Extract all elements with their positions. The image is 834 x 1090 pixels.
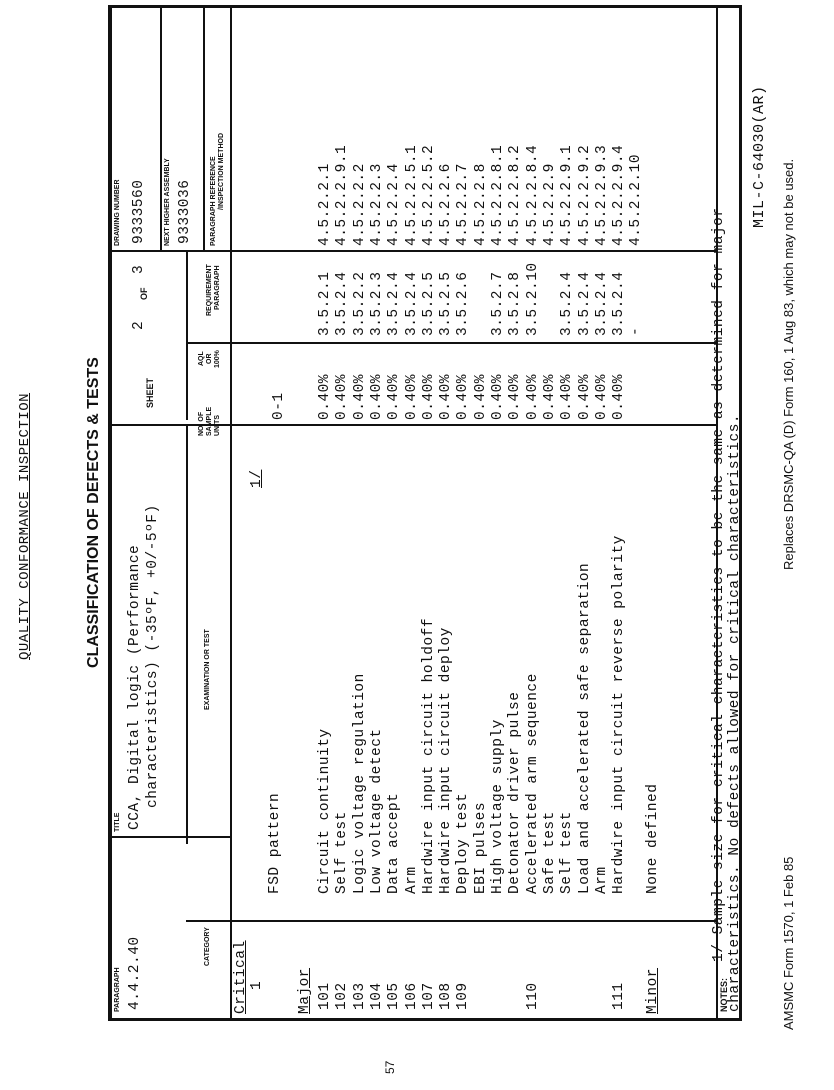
row-exam: Logic voltage regulation xyxy=(352,673,368,894)
row-requirement: 3.5.2.4 xyxy=(404,271,420,336)
notes-line1: 1/ Sample size for critical characteristics to be the same as determined for major xyxy=(711,207,727,962)
row-exam: Detonator driver pulse xyxy=(507,691,523,894)
critical-number: 1 xyxy=(249,980,265,990)
rule xyxy=(160,8,162,250)
notes-label: NOTES: xyxy=(719,977,729,1012)
title-label: TITLE xyxy=(114,812,121,832)
row-reference: 4.5.2.2.5.1 xyxy=(404,144,420,246)
row-reference: 4.5.2.2.10 xyxy=(628,153,644,246)
footer-form: AMSMC Form 1570, 1 Feb 85 xyxy=(781,856,796,1030)
row-aql: 0.40% xyxy=(473,373,489,420)
next-higher-label: NEXT HIGHER ASSEMBLY xyxy=(164,158,171,246)
rule xyxy=(230,8,232,1018)
minor-exam: None defined xyxy=(645,783,661,894)
row-category: 104 xyxy=(369,982,385,1010)
col-exam: EXAMINATION OR TEST xyxy=(204,629,211,710)
row-exam: Data accept xyxy=(386,792,402,894)
col-aql-1: AQL xyxy=(198,351,205,366)
rule xyxy=(186,424,716,426)
row-requirement: 3.5.2.4 xyxy=(611,271,627,336)
sheet-total: 3 xyxy=(131,264,147,274)
row-aql: 0.40% xyxy=(386,373,402,420)
rule xyxy=(186,920,716,922)
row-category: 109 xyxy=(455,982,471,1010)
row-category: 108 xyxy=(438,982,454,1010)
row-requirement: 3.5.2.10 xyxy=(525,262,541,336)
footer-replaces: Replaces DRSMC-QA (D) Form 160, 1 Aug 83, which may not be used. xyxy=(781,158,796,570)
next-higher-value: 9333036 xyxy=(177,179,193,244)
row-reference: 4.5.2.2.8.2 xyxy=(507,144,523,246)
row-requirement: 3.5.2.4 xyxy=(559,271,575,336)
rule xyxy=(110,836,230,838)
row-exam: Hardwire input circuit reverse polarity xyxy=(611,535,627,894)
row-reference: 4.5.2.2.9 xyxy=(542,163,558,246)
col-aql-3: 100% xyxy=(214,350,221,368)
row-exam: Deploy test xyxy=(455,792,471,894)
row-exam: Load and accelerated safe separation xyxy=(577,562,593,894)
row-reference: 4.5.2.2.3 xyxy=(369,163,385,246)
critical-aql: 0-1 xyxy=(271,392,287,420)
row-aql: 0.40% xyxy=(611,373,627,420)
minor-label: Minor xyxy=(645,967,661,1014)
row-exam: Low voltage detect xyxy=(369,728,385,894)
row-reference: 4.5.2.2.9.1 xyxy=(559,144,575,246)
row-category: 102 xyxy=(334,982,350,1010)
row-reference: 4.5.2.2.8.4 xyxy=(525,144,541,246)
drawing-number: 9333560 xyxy=(131,179,147,244)
col-aql-2: OR xyxy=(206,353,213,364)
row-aql: 0.40% xyxy=(490,373,506,420)
row-aql: 0.40% xyxy=(455,373,471,420)
row-reference: 4.5.2.2.2 xyxy=(352,163,368,246)
row-reference: 4.5.2.2.6 xyxy=(438,163,454,246)
row-category: 111 xyxy=(611,982,627,1010)
row-exam: Circuit continuity xyxy=(317,728,333,894)
row-aql: 0.40% xyxy=(559,373,575,420)
row-reference: 4.5.2.2.4 xyxy=(386,163,402,246)
row-exam: Arm xyxy=(594,866,610,894)
form-title: CLASSIFICATION OF DEFECTS & TESTS xyxy=(85,357,102,668)
row-category: 110 xyxy=(525,982,541,1010)
rule xyxy=(186,250,716,252)
row-reference: 4.5.2.2.8 xyxy=(473,163,489,246)
page-number: 57 xyxy=(383,1060,397,1074)
drawing-number-label: DRAWING NUMBER xyxy=(114,179,121,246)
critical-label: Critical xyxy=(233,940,249,1014)
row-exam: High voltage supply xyxy=(490,719,506,894)
row-exam: Hardwire input circuit deploy xyxy=(438,627,454,894)
col-sample-1: NO. OF xyxy=(198,411,205,436)
row-requirement: 3.5.2.1 xyxy=(317,271,333,336)
row-requirement: 3.5.2.6 xyxy=(455,271,471,336)
major-label: Major xyxy=(297,967,313,1014)
row-exam: EBI pulses xyxy=(473,801,489,894)
row-exam: Self test xyxy=(334,811,350,894)
row-requirement: 3.5.2.4 xyxy=(594,271,610,336)
sheet-of: OF xyxy=(139,287,149,300)
row-requirement: 3.5.2.5 xyxy=(421,271,437,336)
row-exam: Self test xyxy=(559,811,575,894)
critical-sample: 1/ xyxy=(249,469,265,488)
row-requirement: 3.5.2.3 xyxy=(369,271,385,336)
row-aql: 0.40% xyxy=(404,373,420,420)
col-sample-2: SAMPLE xyxy=(206,406,213,436)
row-requirement: 3.5.2.7 xyxy=(490,271,506,336)
col-req-1: REQUIREMENT xyxy=(206,264,213,316)
row-aql: 0.40% xyxy=(594,373,610,420)
row-reference: 4.5.2.2.9.2 xyxy=(577,144,593,246)
notes-line2: characteristics. No defects allowed for critical characteristics. xyxy=(727,413,743,1012)
col-category: CATEGORY xyxy=(204,927,211,966)
row-aql: 0.40% xyxy=(352,373,368,420)
row-reference: 4.5.2.2.9.1 xyxy=(334,144,350,246)
row-exam: Hardwire input circuit holdoff xyxy=(421,617,437,894)
rule xyxy=(186,342,716,344)
row-requirement: 3.5.2.4 xyxy=(334,271,350,336)
col-sample-3: UNITS xyxy=(214,415,221,436)
row-reference: 4.5.2.2.9.3 xyxy=(594,144,610,246)
row-aql: 0.40% xyxy=(577,373,593,420)
row-requirement: - xyxy=(628,326,644,336)
row-reference: 4.5.2.2.7 xyxy=(455,163,471,246)
row-aql: 0.40% xyxy=(525,373,541,420)
title-line1: CCA, Digital logic (Performance xyxy=(127,544,143,830)
row-aql: 0.40% xyxy=(317,373,333,420)
row-requirement: 3.5.2.8 xyxy=(507,271,523,336)
rule xyxy=(186,250,188,420)
row-category: 103 xyxy=(352,982,368,1010)
row-aql: 0.40% xyxy=(507,373,523,420)
col-ref-1: PARAGRAPH REFERENCE xyxy=(210,156,217,246)
sheet-number: 2 xyxy=(131,320,147,330)
row-aql: 0.40% xyxy=(438,373,454,420)
row-requirement: 3.5.2.4 xyxy=(386,271,402,336)
row-exam: Accelerated arm sequence xyxy=(525,673,541,894)
sheet-label: SHEET xyxy=(145,377,155,408)
row-aql: 0.40% xyxy=(542,373,558,420)
row-aql: 0.40% xyxy=(421,373,437,420)
row-category: 106 xyxy=(404,982,420,1010)
col-req-2: PARAGRAPH xyxy=(214,265,221,310)
rule xyxy=(203,8,205,250)
row-aql: 0.40% xyxy=(369,373,385,420)
row-requirement: 3.5.2.5 xyxy=(438,271,454,336)
page-header: QUALITY CONFORMANCE INSPECTION xyxy=(17,392,33,660)
row-reference: 4.5.2.2.1 xyxy=(317,163,333,246)
row-requirement: 3.5.2.4 xyxy=(577,271,593,336)
row-exam: Arm xyxy=(404,866,420,894)
row-reference: 4.5.2.2.5.2 xyxy=(421,144,437,246)
row-exam: Safe test xyxy=(542,811,558,894)
row-category: 101 xyxy=(317,982,333,1010)
critical-exam: FSD pattern xyxy=(267,792,283,894)
rule xyxy=(186,424,188,844)
row-category: 107 xyxy=(421,982,437,1010)
row-aql: 0.40% xyxy=(334,373,350,420)
paragraph-value: 4.4.2.40 xyxy=(127,936,143,1010)
title-line2: characteristics) (-35ºF, +0/-5ºF) xyxy=(145,504,161,808)
spec-number: MIL-C-64030(AR) xyxy=(751,85,768,228)
row-reference: 4.5.2.2.9.4 xyxy=(611,144,627,246)
row-requirement: 3.5.2.2 xyxy=(352,271,368,336)
row-category: 105 xyxy=(386,982,402,1010)
paragraph-label: PARAGRAPH xyxy=(114,967,121,1012)
col-ref-2: /INSPECTION METHOD xyxy=(218,132,225,210)
row-reference: 4.5.2.2.8.1 xyxy=(490,144,506,246)
